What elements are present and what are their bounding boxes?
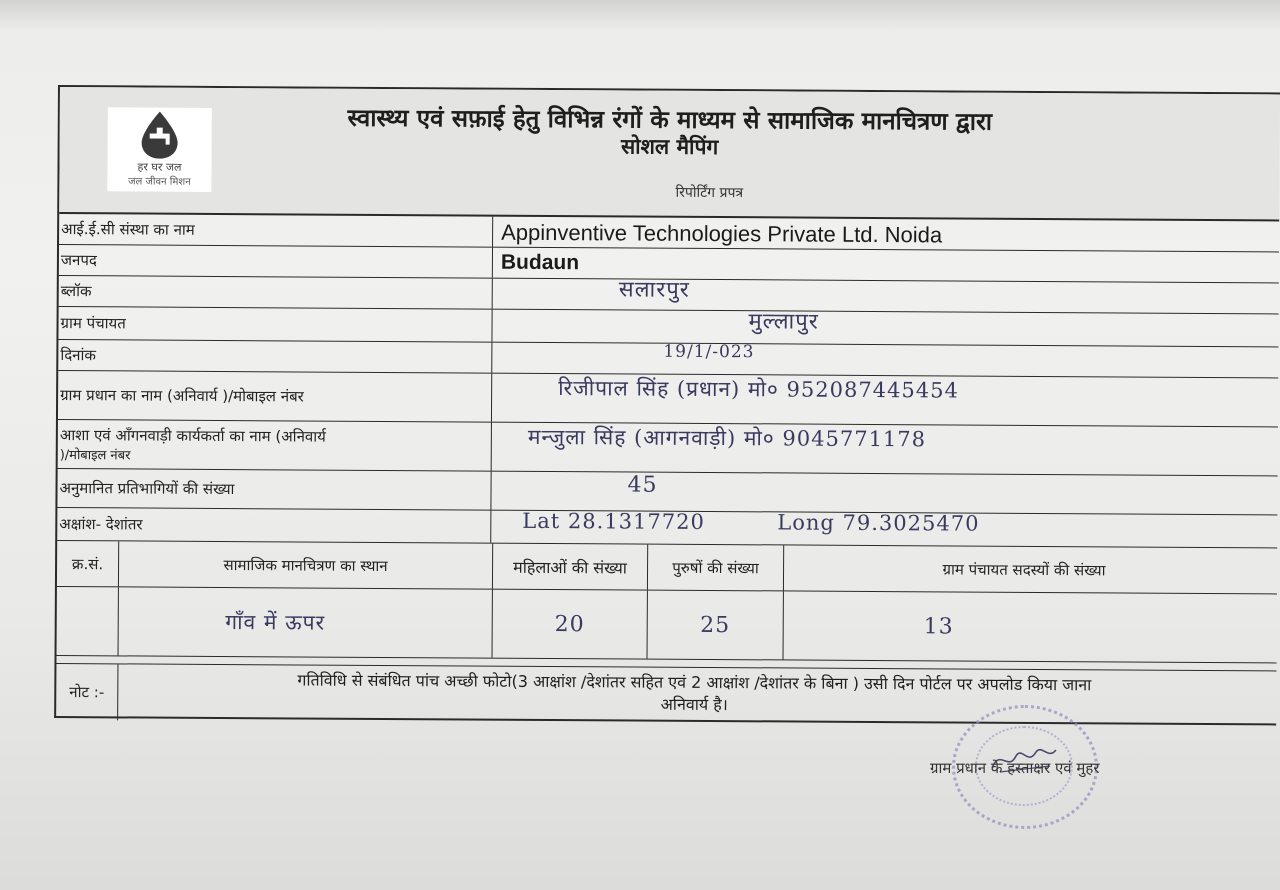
- district-label: जनपद: [59, 245, 493, 278]
- long-value: Long 79.3025470: [777, 510, 980, 536]
- header-men: पुरुषों की संख्या: [648, 545, 784, 591]
- header-sno: क्र.सं.: [57, 541, 119, 586]
- asha-label-line-1: आशा एवं आँगनवाड़ी कार्यकर्ता का नाम (अनिवार्य: [59, 426, 326, 446]
- members-value: 13: [923, 613, 954, 639]
- pradhan-label: ग्राम प्रधान का नाम (अनिवार्य )/मोबाइल नंबर: [58, 371, 492, 422]
- note-text-line-1: गतिविधि से संबंधित पांच अच्छी फोटो(3 आक्षांश /देशांतर सहित एवं 2 आक्षांश /देशांतर के बिना ) उसी दिन पोर्टल पर अपलोड किया जाना: [297, 670, 1092, 695]
- cell-sno: [57, 587, 119, 655]
- participants-label: अनुमानित प्रतिभागियों की संख्या: [57, 469, 491, 510]
- note-text-line-2: अनिवार्य है।: [660, 694, 728, 715]
- jal-jeevan-logo: [107, 107, 212, 192]
- district-value: Budaun: [500, 250, 580, 275]
- panchayat-value: मुल्लापुर: [748, 309, 819, 335]
- iec-value: Appinventive Technologies Private Ltd. Noida: [501, 219, 943, 248]
- date-label: दिनांक: [58, 340, 492, 373]
- participants-value: 45: [627, 472, 658, 498]
- note-label: नोट :-: [56, 664, 118, 720]
- asha-value: मन्जुला सिंह (आगनवाड़ी) मो० 9045771178: [527, 424, 927, 452]
- row-pradhan: [58, 371, 1278, 427]
- lat-value: Lat 28.1317720: [522, 508, 705, 534]
- header-women: महिलाओं की संख्या: [493, 544, 648, 590]
- iec-label: आई.ई.सी संस्था का नाम: [59, 214, 493, 247]
- signature-label: ग्राम प्रधान के हस्ताक्षर एवं मुहर: [930, 759, 1100, 777]
- note-text: [124, 668, 1264, 719]
- block-value: सलारपुर: [618, 277, 690, 303]
- women-value: 20: [554, 611, 585, 637]
- form-title: स्वास्थ्य एवं सफ़ाई हेतु विभिन्न रंगों के माध्यम से सामाजिक मानचित्रण द्वारा: [347, 102, 993, 136]
- cell-women: [493, 590, 648, 659]
- asha-label: [58, 420, 492, 471]
- row-asha: [58, 420, 1278, 476]
- cell-men: [648, 591, 784, 660]
- pradhan-value: रिजीपाल सिंह (प्रधान) मो० 952087445454: [558, 376, 959, 403]
- cell-members: [784, 591, 1264, 662]
- men-value: 25: [700, 612, 731, 638]
- header-place: सामाजिक मानचित्रण का स्थान: [119, 541, 493, 588]
- form-header: [59, 87, 1280, 221]
- header-members: ग्राम पंचायत सदस्यों की संख्या: [942, 559, 1106, 579]
- row-note: [56, 663, 1276, 727]
- logo-text-jal-jeevan-mission: जल जीवन मिशन: [128, 176, 191, 188]
- asha-label-line-2: )/मोबाइल नंबर: [59, 448, 131, 464]
- place-value: गाँव में ऊपर: [225, 610, 326, 635]
- date-value: 19/1/-023: [663, 341, 755, 363]
- form-frame: [54, 85, 1280, 725]
- block-label: ब्लॉक: [59, 276, 493, 309]
- water-tap-icon: [130, 109, 190, 159]
- form-subtitle: सोशल मैपिंग: [620, 133, 719, 160]
- panchayat-label: ग्राम पंचायत: [58, 307, 492, 342]
- table-row: [57, 587, 1277, 663]
- logo-text-har-ghar-jal: हर घर जल: [137, 160, 182, 174]
- latlong-label: अक्षांश- देशांतर: [57, 508, 491, 543]
- paper-shadow: [0, 0, 1280, 30]
- table-header-row: [57, 541, 1277, 594]
- report-label: रिपोर्टिंग प्रपत्र: [675, 184, 744, 202]
- cell-place: [119, 587, 493, 657]
